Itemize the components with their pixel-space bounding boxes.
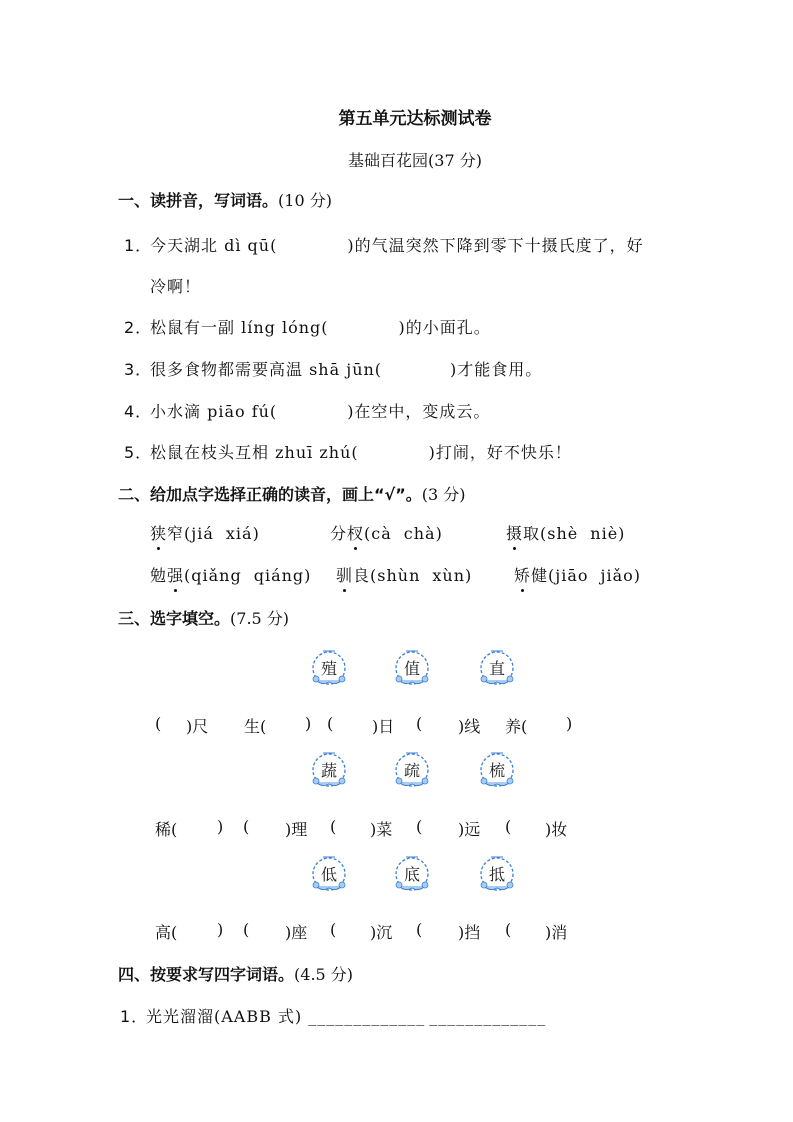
pinyin-choice-6: 矫健(jiāo jiǎo) (514, 563, 641, 586)
question-1-4: 4．小水滴 piāo fú( )在空中，变成云。 (124, 402, 491, 421)
option[interactable]: xùn) (432, 566, 473, 585)
section-4-heading (118, 962, 353, 985)
dotted-char: 狭 (150, 521, 167, 544)
pinyin-choice-1: 狭窄(jiá xiá) (150, 521, 260, 544)
option[interactable]: niè) (590, 524, 626, 543)
option[interactable]: (shè (540, 524, 579, 543)
char-badge-icon: 底 (389, 852, 435, 896)
pinyin-choice-2: 分杈(cà chà) (330, 521, 443, 544)
question-1-1: 1．今天湖北 dì qū( )的气温突然下降到零下十摄氏度了，好 (124, 236, 644, 255)
page-subtitle: 基础百花园(37 分) (348, 151, 482, 170)
char-badge-icon: 疏 (389, 748, 435, 792)
section-3-title: 三、选字填空。 (118, 609, 231, 628)
char-badge-icon: 梳 (474, 748, 520, 792)
question-4-1: 1．光光溜溜(AABB 式) _____________ _____________ (120, 1007, 547, 1026)
dotted-char: 强 (167, 563, 184, 586)
section-2-points: (3 分) (421, 485, 466, 504)
option[interactable]: (jiāo (548, 566, 589, 585)
dotted-char: 驯 (336, 563, 353, 586)
pinyin-choice-4: 勉强(qiǎng qiáng) (150, 563, 311, 586)
option[interactable]: xiá) (225, 524, 260, 543)
pinyin-choice-5: 驯良(shùn xùn) (336, 563, 472, 586)
char-badge-icon: 抵 (474, 852, 520, 896)
section-3-heading (118, 606, 289, 629)
pinyin-choice-3: 摄取(shè niè) (506, 521, 625, 544)
option[interactable]: (shùn (370, 566, 421, 585)
char-badge-icon: 殖 (306, 646, 352, 690)
option[interactable]: chà) (403, 524, 443, 543)
answer-blank[interactable]: _____________ (308, 1007, 426, 1026)
section-1-points: (10 分) (278, 191, 332, 210)
option[interactable]: jiǎo) (600, 566, 642, 585)
answer-blank[interactable]: _____________ (429, 1007, 547, 1026)
section-3-points: (7.5 分) (230, 609, 290, 628)
question-1-3: 3．很多食物都需要高温 shā jūn( )才能食用。 (124, 360, 543, 379)
section-1-title: 一、读拼音，写词语。 (118, 191, 279, 210)
question-1-2: 2．松鼠有一副 líng lóng( )的小面孔。 (124, 318, 491, 337)
char-badge-icon: 值 (389, 646, 435, 690)
section-4-points: (4.5 分) (294, 965, 354, 984)
question-1-1-cont: 冷啊！ (150, 277, 202, 296)
char-badge-icon: 蔬 (306, 748, 352, 792)
section-1-heading (118, 188, 332, 211)
char-badge-icon: 低 (306, 852, 352, 896)
option[interactable]: (qiǎng (184, 566, 242, 585)
dotted-char: 矫 (514, 563, 531, 586)
option[interactable]: (jiá (184, 524, 214, 543)
char-badge-icon: 直 (474, 646, 520, 690)
section-4-title: 四、按要求写四字词语。 (118, 965, 295, 984)
section-2-title: 二、给加点字选择正确的读音，画上“√”。 (118, 485, 422, 504)
option[interactable]: (cà (364, 524, 392, 543)
option[interactable]: qiáng) (253, 566, 312, 585)
question-1-5: 5．松鼠在枝头互相 zhuī zhú( )打闹，好不快乐！ (124, 443, 572, 462)
dotted-char: 摄 (506, 521, 523, 544)
dotted-char: 杈 (347, 521, 364, 544)
page-title: 第五单元达标测试卷 (338, 109, 492, 129)
section-2-heading (118, 482, 465, 505)
